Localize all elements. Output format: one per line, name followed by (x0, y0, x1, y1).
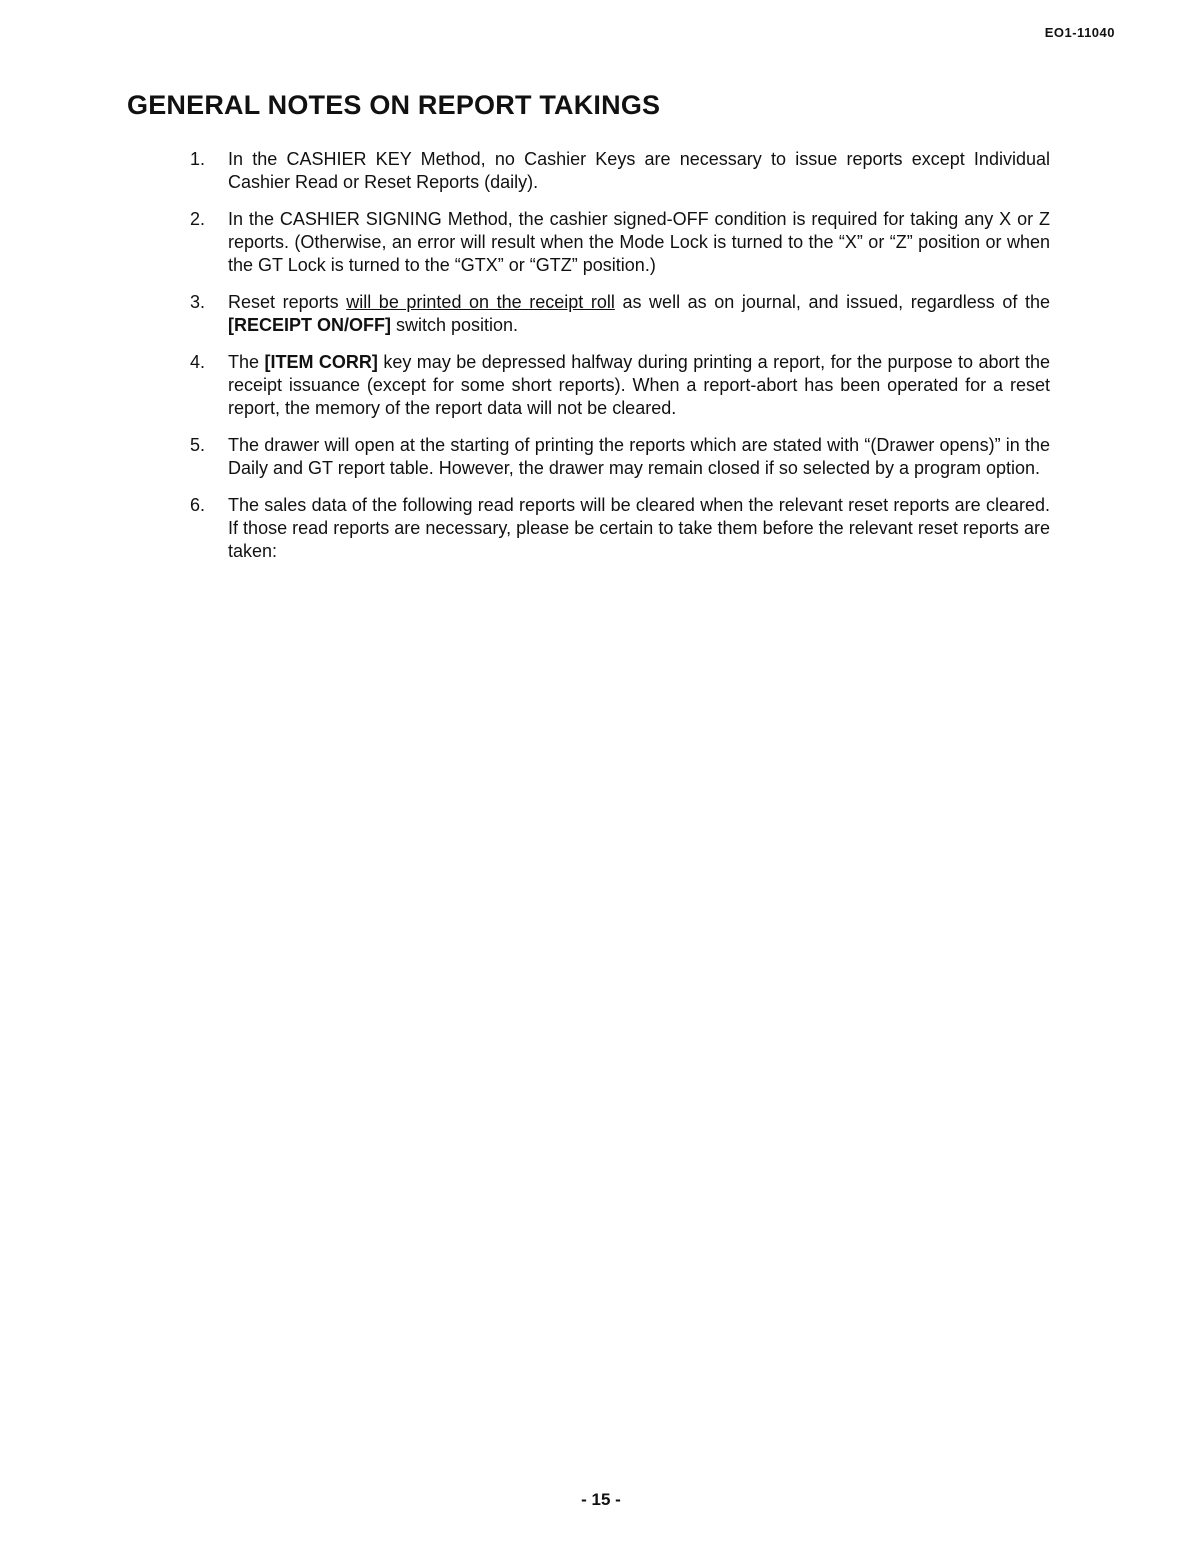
note-item-1 (190, 148, 1050, 194)
key-label: [ITEM CORR] (264, 352, 378, 372)
note-text: In the CASHIER KEY Method, no Cashier Keys are necessary to issue reports except Individual Cashier Read or Reset Reports (daily). (228, 149, 1050, 192)
note-text-part: The (228, 352, 265, 372)
page-title: GENERAL NOTES ON REPORT TAKINGS (127, 90, 661, 120)
note-item-3 (190, 291, 1050, 337)
note-number: 4. (190, 352, 206, 372)
note-text: The drawer will open at the starting of printing the reports which are stated with “(Drawer opens)” in the Daily and GT report table. However, the drawer may remain closed if so selected by a program option. (228, 435, 1050, 478)
document-code: EO1-11040 (1044, 25, 1115, 40)
note-text: The sales data of the following read reports will be cleared when the relevant reset reports are cleared. If those read reports are necessary, please be certain to take them before the relevant reset reports are taken: (228, 495, 1050, 561)
note-number: 1. (190, 149, 206, 169)
note-text: In the CASHIER SIGNING Method, the cashier signed-OFF condition is required for taking any X or Z reports. (Otherwise, an error will result when the Mode Lock is turned to the “X” or “Z” position or when the GT Lock is turned to the “GTX” or “GTZ” position.) (228, 209, 1050, 275)
note-number: 5. (190, 435, 206, 455)
note-text-part: switch position. (391, 315, 519, 335)
note-item-2 (190, 208, 1050, 277)
note-text (228, 291, 1050, 337)
note-number: 3. (190, 292, 206, 312)
note-item-6 (190, 494, 1050, 563)
note-number: 6. (190, 495, 206, 515)
note-item-4 (190, 351, 1050, 420)
page-number: - 15 - (581, 1490, 621, 1509)
underlined-text: will be printed on the receipt roll (346, 292, 615, 312)
key-label: [RECEIPT ON/OFF] (228, 315, 391, 335)
notes-list (190, 148, 1050, 577)
note-item-5 (190, 434, 1050, 480)
note-text-part: Reset reports (228, 292, 347, 312)
note-text-part: key may be depressed halfway during printing a report, for the purpose to abort the receipt issuance (except for some short reports). When a report-abort has been operated for a reset report, the memory of the report data will not be cleared. (228, 352, 1050, 418)
note-text-part: as well as on journal, and issued, regardless of the (614, 292, 1050, 312)
note-number: 2. (190, 209, 206, 229)
note-text (228, 351, 1050, 420)
